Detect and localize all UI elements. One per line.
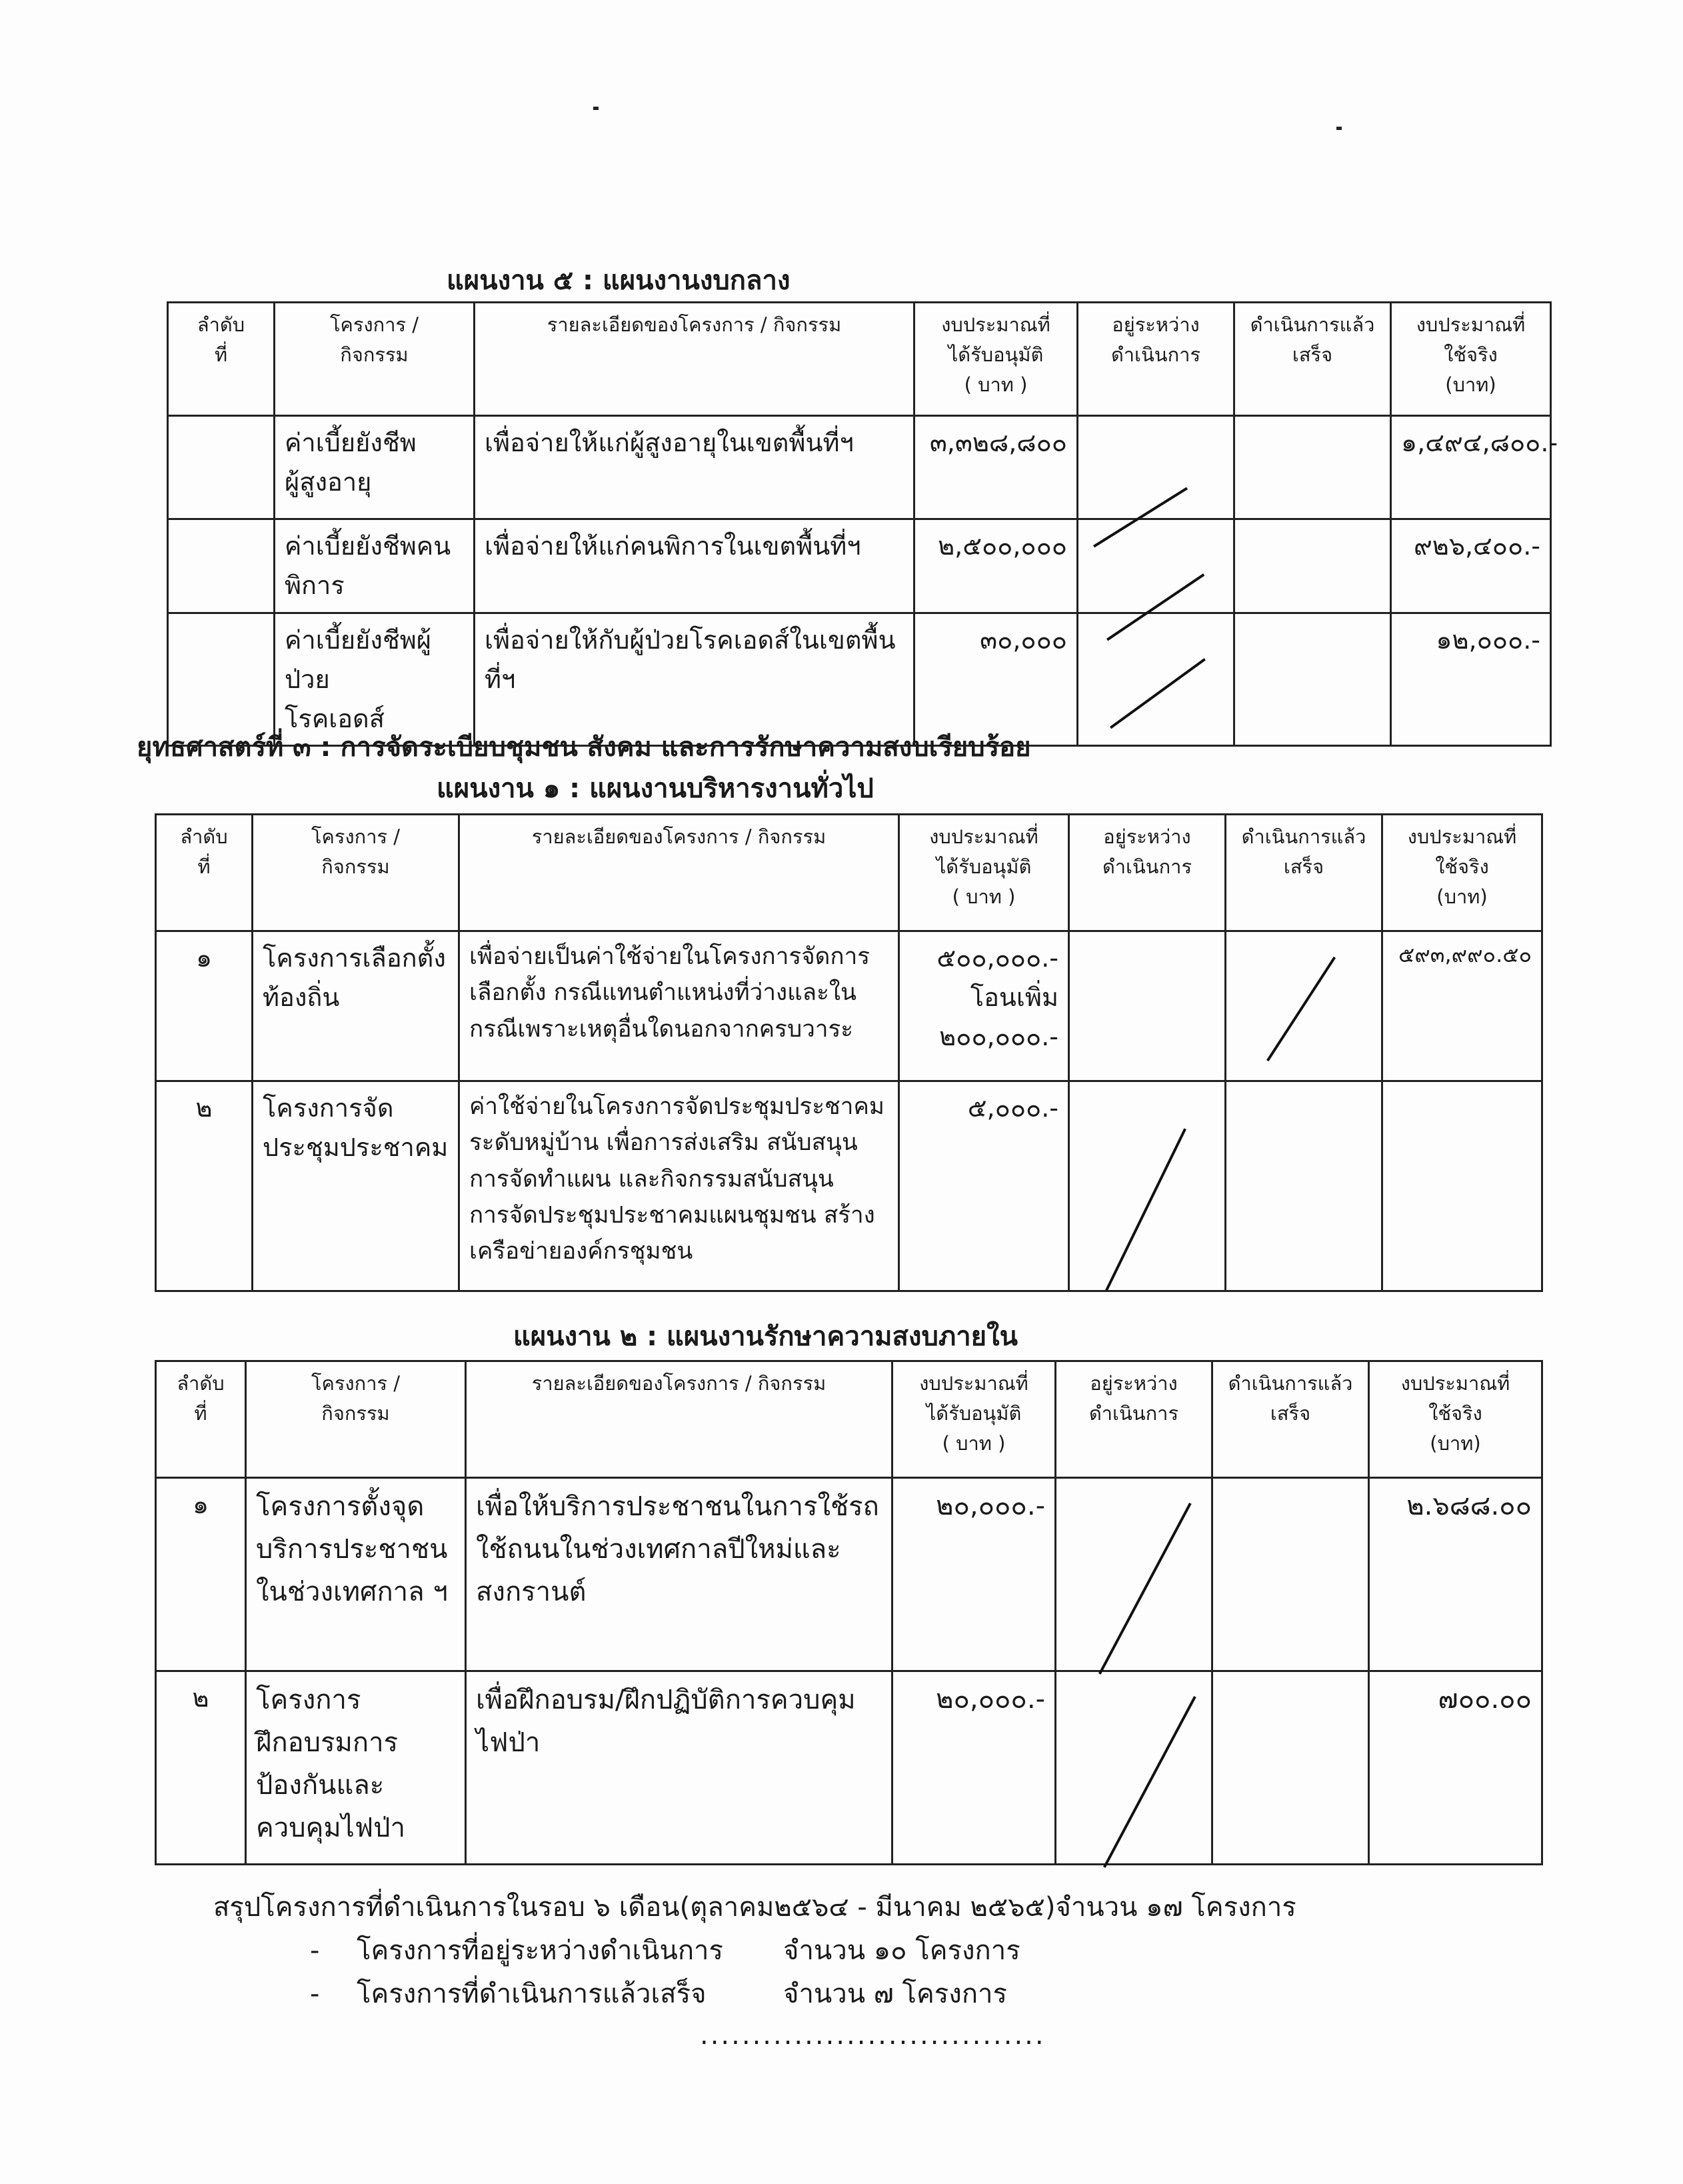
cell-inprogress <box>1078 613 1234 746</box>
col-actual-header: งบประมาณที่ ใช้จริง (บาท) <box>1391 303 1551 416</box>
cell-done <box>1212 1478 1369 1671</box>
col-inprogress-header: อยู่ระหว่าง ดำเนินการ <box>1069 815 1226 931</box>
cell-detail: เพื่อจ่ายให้กับผู้ป่วยโรคเอดส์ในเขตพื้นที่ฯ <box>475 613 914 746</box>
col-inprogress-header: อยู่ระหว่าง ดำเนินการ <box>1056 1361 1212 1478</box>
plan2-table <box>155 1360 1543 1865</box>
cell-detail: เพื่อจ่ายให้แก่ผู้สูงอายุในเขตพื้นที่ฯ <box>475 416 914 519</box>
col-done-header: ดำเนินการแล้ว เสร็จ <box>1234 303 1391 416</box>
cell-approved: ๒๐,๐๐๐.- <box>892 1478 1056 1671</box>
bullet-dash: - <box>310 1979 320 2009</box>
scan-speck <box>1336 127 1342 130</box>
cell-no: ๒ <box>156 1081 253 1291</box>
cell-inprogress <box>1056 1478 1212 1671</box>
cell-no <box>168 416 275 519</box>
col-no-header: ลำดับ ที่ <box>156 1361 246 1478</box>
col-project-header: โครงการ / กิจกรรม <box>275 303 475 416</box>
table-header-row <box>156 815 1542 931</box>
cell-detail: ค่าใช้จ่ายในโครงการจัดประชุมประชาคม ระดับหมู่บ้าน เพื่อการส่งเสริม สนับสนุน การจัดทำแผน และกิจกรรมสนับสนุน การจัดประชุมประชาคมแผนชุมชน สร้าง เครือข่ายองค์กรชุมชน <box>459 1081 899 1291</box>
col-project-header: โครงการ / กิจกรรม <box>246 1361 466 1478</box>
table-row <box>156 1081 1542 1291</box>
summary-item-count: จำนวน ๑๐ โครงการ <box>783 1935 1020 1966</box>
col-detail-header: รายละเอียดของโครงการ / กิจกรรม <box>475 303 914 416</box>
plan1-heading: แผนงาน ๑ : แผนงานบริหารงานทั่วไป <box>437 773 874 804</box>
cell-detail: เพื่อให้บริการประชาชนในการใช้รถ ใช้ถนนในช่วงเทศกาลปีใหม่และ สงกรานต์ <box>466 1478 892 1671</box>
cell-no <box>168 519 275 613</box>
end-dots: ................................. <box>700 2020 1046 2051</box>
plan2-heading: แผนงาน ๒ : แผนงานรักษาความสงบภายใน <box>513 1321 1018 1352</box>
col-approved-header: งบประมาณที่ ได้รับอนุมัติ ( บาท ) <box>914 303 1078 416</box>
cell-approved: ๒,๕๐๐,๐๐๐ <box>914 519 1078 613</box>
cell-approved: ๓๐,๐๐๐ <box>914 613 1078 746</box>
cell-no: ๑ <box>156 931 253 1081</box>
col-done-header: ดำเนินการแล้ว เสร็จ <box>1212 1361 1369 1478</box>
cell-approved: ๒๐,๐๐๐.- <box>892 1671 1056 1865</box>
cell-inprogress <box>1069 931 1226 1081</box>
cell-actual: ๑,๔๙๔,๘๐๐.- <box>1391 416 1551 519</box>
cell-actual: ๑๒,๐๐๐.- <box>1391 613 1551 746</box>
plan1-table <box>155 813 1543 1292</box>
bullet-dash: - <box>310 1935 320 1966</box>
cell-project: โครงการ ฝึกอบรมการ ป้องกันและ ควบคุมไฟป่า <box>246 1671 466 1865</box>
cell-project: ค่าเบี้ยยังชีพผู้ป่วย โรคเอดส์ <box>275 613 475 746</box>
cell-actual: ๙๒๖,๔๐๐.- <box>1391 519 1551 613</box>
col-actual-header: งบประมาณที่ ใช้จริง (บาท) <box>1382 815 1542 931</box>
cell-actual: ๒.๖๘๘.๐๐ <box>1369 1478 1542 1671</box>
cell-no: ๒ <box>156 1671 246 1865</box>
strategy3-heading: ยุทธศาสตร์ที่ ๓ : การจัดระเบียบชุมชน สังคม และการรักษาความสงบเรียบร้อย <box>137 732 1031 763</box>
col-no-header: ลำดับ ที่ <box>156 815 253 931</box>
table-row <box>156 1671 1542 1865</box>
summary-title: สรุปโครงการที่ดำเนินการในรอบ ๖ เดือน(ตุลาคม๒๕๖๔ - มีนาคม ๒๕๖๕)จำนวน ๑๗ โครงการ <box>213 1892 1296 1923</box>
cell-inprogress <box>1078 416 1234 519</box>
cell-no: ๑ <box>156 1478 246 1671</box>
summary-item <box>310 1929 1020 1971</box>
summary-item-count: จำนวน ๗ โครงการ <box>783 1979 1007 2009</box>
cell-done <box>1234 416 1391 519</box>
col-no-header: ลำดับ ที่ <box>168 303 275 416</box>
cell-inprogress <box>1056 1671 1212 1865</box>
plan5-heading: แผนงาน ๕ : แผนงานงบกลาง <box>447 265 791 296</box>
cell-approved: ๓,๓๒๘,๘๐๐ <box>914 416 1078 519</box>
col-done-header: ดำเนินการแล้ว เสร็จ <box>1226 815 1382 931</box>
table-row <box>168 416 1551 519</box>
cell-detail: เพื่อจ่ายให้แก่คนพิการในเขตพื้นที่ฯ <box>475 519 914 613</box>
table-header-row <box>168 303 1551 416</box>
cell-done <box>1226 931 1382 1081</box>
cell-approved: ๕๐๐,๐๐๐.- โอนเพิ่ม ๒๐๐,๐๐๐.- <box>899 931 1069 1081</box>
col-detail-header: รายละเอียดของโครงการ / กิจกรรม <box>466 1361 892 1478</box>
col-actual-header: งบประมาณที่ ใช้จริง (บาท) <box>1369 1361 1542 1478</box>
table-header-row <box>156 1361 1542 1478</box>
cell-project: ค่าเบี้ยยังชีพคน พิการ <box>275 519 475 613</box>
cell-actual <box>1382 1081 1542 1291</box>
scan-speck <box>593 107 599 110</box>
cell-approved: ๕,๐๐๐.- <box>899 1081 1069 1291</box>
cell-detail: เพื่อจ่ายเป็นค่าใช้จ่ายในโครงการจัดการ เลือกตั้ง กรณีแทนตำแหน่งที่ว่างและใน กรณีเพราะเหตุอื่นใดนอกจากครบวาระ <box>459 931 899 1081</box>
cell-actual: ๗๐๐.๐๐ <box>1369 1671 1542 1865</box>
table-row <box>156 1478 1542 1671</box>
cell-project: โครงการเลือกตั้ง ท้องถิ่น <box>253 931 459 1081</box>
cell-inprogress <box>1069 1081 1226 1291</box>
col-approved-header: งบประมาณที่ ได้รับอนุมัติ ( บาท ) <box>899 815 1069 931</box>
cell-detail: เพื่อฝึกอบรม/ฝึกปฏิบัติการควบคุม ไฟป่า <box>466 1671 892 1865</box>
cell-project: ค่าเบี้ยยังชีพ ผู้สูงอายุ <box>275 416 475 519</box>
cell-project: โครงการจัด ประชุมประชาคม <box>253 1081 459 1291</box>
cell-inprogress <box>1078 519 1234 613</box>
summary-item <box>310 1972 1007 2015</box>
cell-done <box>1234 519 1391 613</box>
col-inprogress-header: อยู่ระหว่าง ดำเนินการ <box>1078 303 1234 416</box>
cell-actual: ๕๙๓,๙๙๐.๕๐ <box>1382 931 1542 1081</box>
summary-item-label: โครงการที่อยู่ระหว่างดำเนินการ <box>357 1935 723 1966</box>
table-row <box>168 519 1551 613</box>
summary-item-label: โครงการที่ดำเนินการแล้วเสร็จ <box>357 1979 707 2009</box>
cell-project: โครงการตั้งจุด บริการประชาชน ในช่วงเทศกาล ฯ <box>246 1478 466 1671</box>
plan5-table <box>167 301 1558 747</box>
cell-done <box>1234 613 1391 746</box>
col-detail-header: รายละเอียดของโครงการ / กิจกรรม <box>459 815 899 931</box>
cell-done <box>1226 1081 1382 1291</box>
cell-done <box>1212 1671 1369 1865</box>
col-approved-header: งบประมาณที่ ได้รับอนุมัติ ( บาท ) <box>892 1361 1056 1478</box>
col-project-header: โครงการ / กิจกรรม <box>253 815 459 931</box>
table-row <box>156 931 1542 1081</box>
